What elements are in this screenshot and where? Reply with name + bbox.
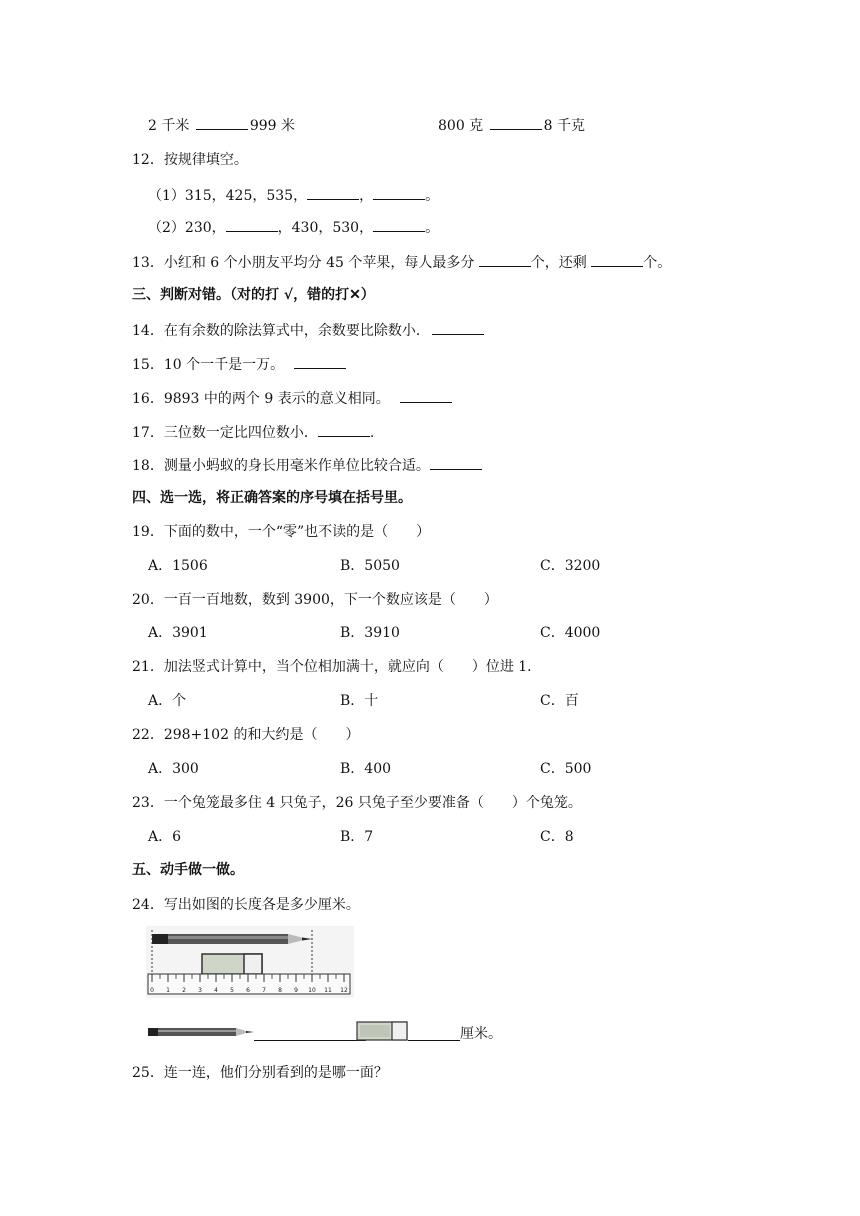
eraser-small-icon [356, 1020, 408, 1042]
separator: ， [359, 188, 374, 204]
sequence-text: （2）230， [148, 220, 226, 236]
section-5-heading: 五、动手做一做。 [132, 862, 244, 878]
answer-blank[interactable] [400, 388, 452, 403]
ruler-tick-label: 12 [340, 987, 348, 994]
question-text: 18．测量小蚂蚁的身长用毫米作单位比较合适。 [132, 458, 430, 474]
question-16 [132, 388, 452, 409]
compare-left-a: 2 千米 [148, 118, 190, 134]
question-19-stem: 19．下面的数中，一个“零”也不读的是（ ） [132, 524, 431, 540]
question-12-part-2 [148, 217, 439, 238]
ruler-tick-label: 8 [278, 987, 282, 994]
question-text: 个。 [643, 255, 672, 271]
option-a[interactable]: A．个 [148, 693, 187, 709]
eraser-icon [202, 954, 262, 974]
question-13 [132, 252, 671, 273]
question-text: 17．三位数一定比四位数小． [132, 425, 318, 441]
ruler-tick-label: 10 [308, 987, 316, 994]
option-b[interactable]: B．十 [340, 693, 379, 709]
question-14 [132, 320, 484, 341]
question-17 [132, 422, 374, 443]
sequence-text: ，430，530， [277, 220, 374, 236]
ruler-tick-label: 7 [262, 987, 266, 994]
section-4-heading: 四、选一选，将正确答案的序号填在括号里。 [132, 490, 412, 506]
answer-blank[interactable] [490, 115, 542, 130]
answer-blank[interactable] [318, 422, 370, 437]
compare-left-b: 999 米 [249, 118, 295, 134]
compare-right-a: 800 克 [438, 118, 484, 134]
ruler-figure [146, 926, 354, 998]
option-b[interactable]: B．5050 [340, 558, 400, 574]
ruler [148, 974, 350, 994]
option-b[interactable]: B．400 [340, 761, 392, 777]
compare-right-b: 8 千克 [543, 118, 585, 134]
option-b[interactable]: B．7 [340, 829, 374, 845]
question-22-stem: 22．298+102 的和大约是（ ） [132, 727, 360, 743]
question-25-stem: 25．连一连，他们分别看到的是哪一面？ [132, 1065, 388, 1081]
question-text: 13．小红和 6 个小朋友平均分 45 个苹果，每人最多分 [132, 255, 479, 271]
option-a[interactable]: A．6 [148, 829, 182, 845]
question-20-stem: 20．一百一百地数，数到 3900，下一个数应该是（ ） [132, 592, 498, 608]
question-12-part-1 [148, 185, 439, 206]
answer-blank[interactable] [373, 217, 425, 232]
question-21-stem: 21．加法竖式计算中，当个位相加满十，就应向（ ）位进 1． [132, 659, 542, 675]
question-12-stem: 12．按规律填空。 [132, 152, 248, 168]
option-c[interactable]: C．百 [540, 693, 579, 709]
pencil-length-blank[interactable] [254, 1026, 366, 1041]
period: 。 [425, 220, 440, 236]
option-c[interactable]: C．4000 [540, 625, 601, 641]
ruler-tick-label: 4 [214, 987, 218, 994]
compare-row [148, 115, 295, 136]
compare-row-right [438, 115, 585, 136]
question-24-stem: 24．写出如图的长度各是多少厘米。 [132, 897, 360, 913]
option-c[interactable]: C．3200 [540, 558, 601, 574]
ruler-tick-label: 5 [230, 987, 234, 994]
question-text: 15．10 个一千是一万。 [132, 357, 285, 373]
section-3-heading: 三、判断对错。（对的打 √，错的打✕） [132, 287, 375, 303]
ruler-tick-label: 6 [246, 987, 250, 994]
answer-blank[interactable] [294, 354, 346, 369]
answer-blank[interactable] [226, 217, 278, 232]
question-text: 个，还剩 [530, 255, 592, 271]
sequence-text: （1）315，425，535， [148, 188, 308, 204]
option-a[interactable]: A．300 [148, 761, 199, 777]
question-18 [132, 455, 482, 476]
pencil-icon [152, 934, 312, 944]
question-15 [132, 354, 346, 375]
question-23-stem: 23．一个兔笼最多住 4 只兔子，26 只兔子至少要准备（ ）个兔笼。 [132, 795, 582, 811]
unit-label-2: 厘米。 [460, 1026, 502, 1042]
period: . [369, 425, 375, 441]
ruler-tick-label: 0 [150, 987, 154, 994]
ruler-tick-label: 2 [182, 987, 186, 994]
ruler-tick-label: 11 [324, 987, 332, 994]
ruler-tick-label: 1 [166, 987, 170, 994]
question-text: 14．在有余数的除法算式中，余数要比除数小． [132, 323, 430, 339]
answer-blank[interactable] [307, 185, 359, 200]
answer-blank[interactable] [196, 115, 248, 130]
ruler-tick-label: 3 [198, 987, 202, 994]
answer-blank[interactable] [432, 320, 484, 335]
option-a[interactable]: A．1506 [148, 558, 208, 574]
option-c[interactable]: C．500 [540, 761, 592, 777]
period: 。 [425, 188, 440, 204]
answer-blank[interactable] [479, 252, 531, 267]
pencil-small-icon [148, 1025, 254, 1039]
question-text: 16．9893 中的两个 9 表示的意义相同。 [132, 391, 390, 407]
option-b[interactable]: B．3910 [340, 625, 400, 641]
ruler-tick-label: 9 [294, 987, 298, 994]
option-c[interactable]: C．8 [540, 829, 574, 845]
option-a[interactable]: A．3901 [148, 625, 208, 641]
answer-blank[interactable] [430, 455, 482, 470]
answer-blank[interactable] [373, 185, 425, 200]
answer-blank[interactable] [591, 252, 643, 267]
eraser-length-blank[interactable] [408, 1026, 460, 1041]
